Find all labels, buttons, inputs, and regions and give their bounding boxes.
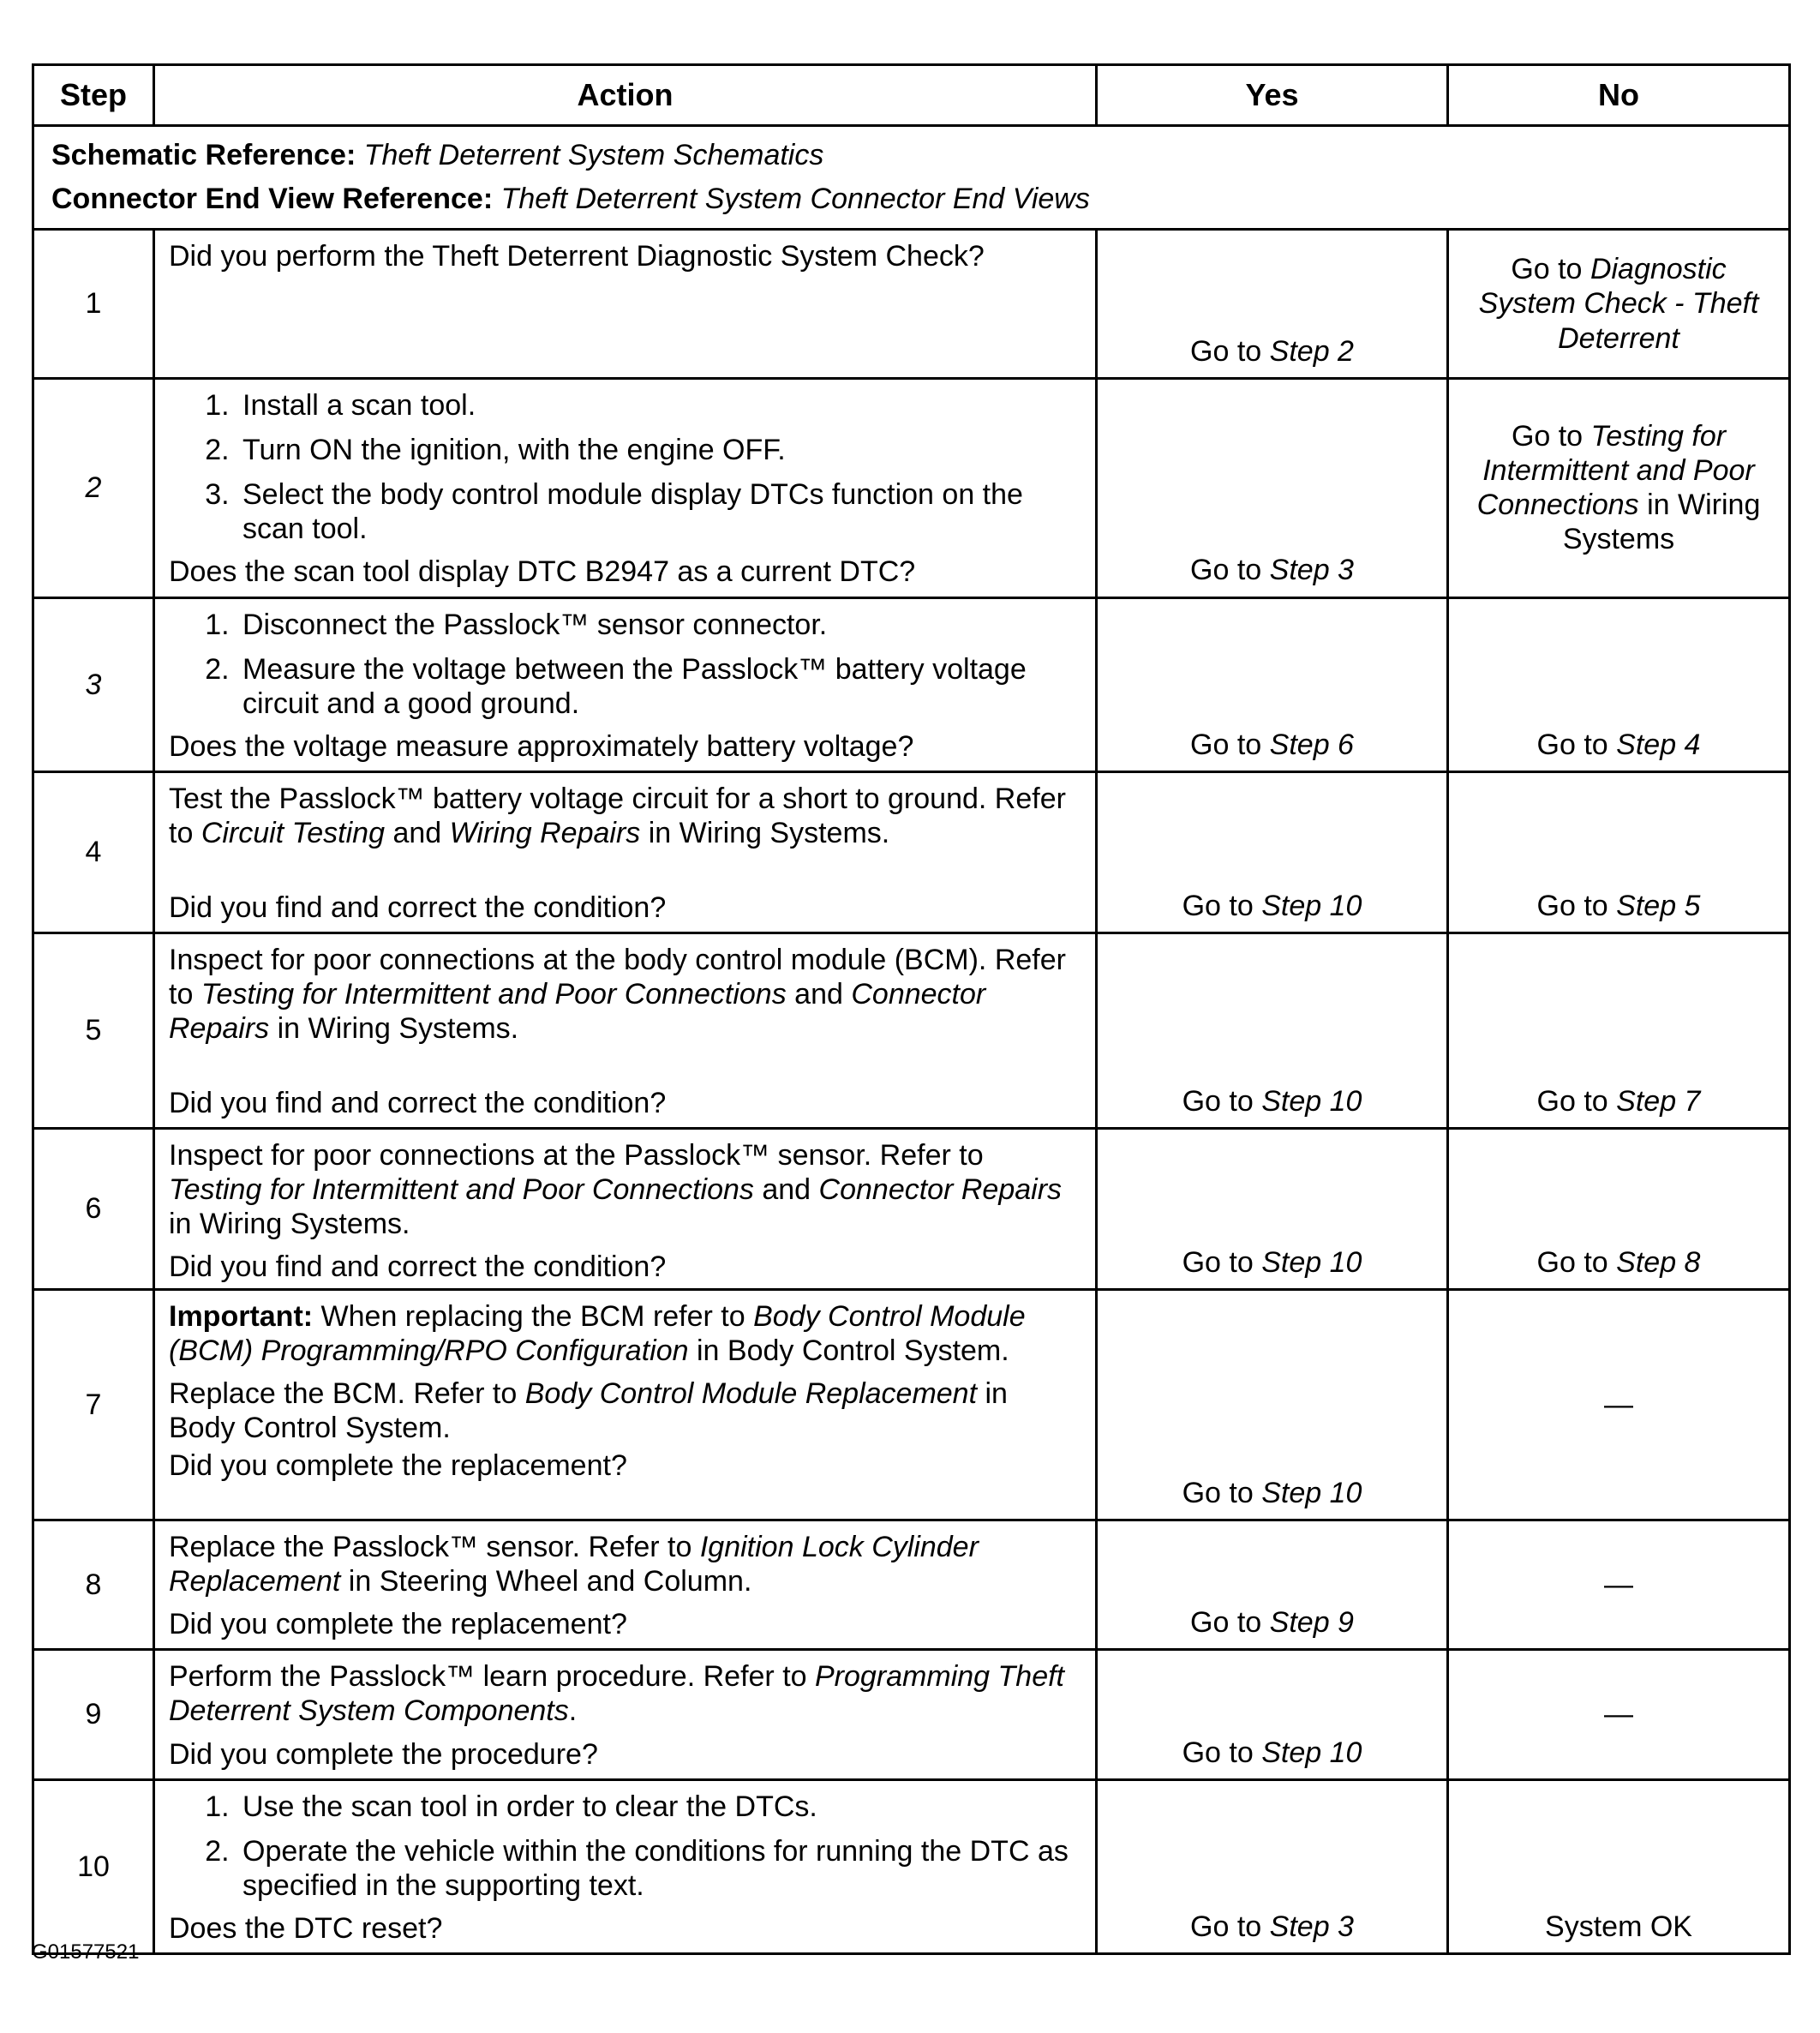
yes-prefix: Go to xyxy=(1182,1476,1254,1509)
yes-prefix: Go to xyxy=(1190,728,1262,761)
header-action: Action xyxy=(154,65,1097,126)
header-yes: Yes xyxy=(1097,65,1448,126)
no-cell xyxy=(1448,1289,1790,1520)
table-row xyxy=(33,1289,1790,1520)
action-ref-link[interactable]: Testing for Intermittent and Poor Connections xyxy=(169,1173,754,1207)
table-row xyxy=(33,771,1790,933)
header-step: Step xyxy=(33,65,154,126)
no-prefix: Go to xyxy=(1511,420,1584,453)
reference-row xyxy=(33,126,1790,230)
schematic-reference-link[interactable]: Theft Deterrent System Schematics xyxy=(363,139,824,171)
no-cell xyxy=(1448,771,1790,933)
step-number: 8 xyxy=(33,1520,154,1649)
action-question: Did you find and correct the condition? xyxy=(169,891,667,924)
no-cell xyxy=(1448,230,1790,379)
step-number: 9 xyxy=(33,1650,154,1779)
schematic-reference xyxy=(51,134,1771,177)
step-number: 4 xyxy=(33,771,154,933)
yes-cell xyxy=(1097,1779,1448,1953)
table-row xyxy=(33,379,1790,598)
action-ref-link[interactable]: Programming Theft Deterrent System Components xyxy=(169,1660,1064,1728)
yes-link[interactable]: Step 10 xyxy=(1261,889,1362,922)
yes-prefix: Go to xyxy=(1182,1245,1254,1279)
yes-link[interactable]: Step 10 xyxy=(1261,1084,1362,1118)
no-action-dash: — xyxy=(1604,1698,1633,1731)
action-text-part: Inspect for poor connections at the body control module (BCM). Refer to xyxy=(169,943,1066,1011)
yes-prefix: Go to xyxy=(1182,1736,1254,1769)
yes-cell xyxy=(1097,1520,1448,1649)
no-prefix: Go to xyxy=(1511,253,1583,286)
no-link[interactable]: Testing for Intermittent and Poor Connections xyxy=(1476,420,1755,522)
action-question: Does the scan tool display DTC B2947 as a current DTC? xyxy=(169,555,916,589)
yes-prefix: Go to xyxy=(1182,1084,1254,1118)
action-question: Does the voltage measure approximately battery voltage? xyxy=(169,729,914,763)
action-text xyxy=(169,1659,1081,1728)
table-row xyxy=(33,1128,1790,1289)
action-text-part: . xyxy=(568,1694,578,1728)
action-question: Did you find and correct the condition? xyxy=(169,1250,667,1284)
action-text-part: Inspect for poor connections at the Passlock™ sensor. Refer to xyxy=(169,1138,984,1172)
connector-reference-label: Connector End View Reference: xyxy=(51,183,494,215)
yes-link[interactable]: Step 9 xyxy=(1269,1606,1354,1640)
no-prefix: Go to xyxy=(1536,1245,1608,1279)
action-content xyxy=(169,1138,1081,1284)
yes-link[interactable]: Step 10 xyxy=(1261,1736,1362,1769)
yes-cell xyxy=(1097,771,1448,933)
step-number: 1 xyxy=(33,230,154,379)
no-cell xyxy=(1448,597,1790,771)
yes-link[interactable]: Step 2 xyxy=(1269,334,1354,368)
action-text-part: Replace the BCM. Refer to xyxy=(169,1377,518,1411)
step-number: 5 xyxy=(33,933,154,1128)
figure-id: G01577521 xyxy=(32,1940,140,1964)
table-header-row xyxy=(33,65,1790,126)
action-text xyxy=(169,943,1081,1046)
no-cell xyxy=(1448,1650,1790,1779)
action-ref-link[interactable]: Testing for Intermittent and Poor Connections xyxy=(201,978,787,1011)
no-suffix: in Wiring Systems xyxy=(1562,489,1761,556)
no-prefix: Go to xyxy=(1536,1084,1608,1118)
yes-link[interactable]: Step 3 xyxy=(1269,554,1354,587)
action-steps xyxy=(169,388,1081,546)
yes-cell xyxy=(1097,1289,1448,1520)
yes-link[interactable]: Step 3 xyxy=(1269,1910,1354,1943)
action-ref-link[interactable]: Connector Repairs xyxy=(818,1173,1063,1207)
action-step: 2. Measure the voltage between the Passlock™ battery voltage circuit and a good ground. xyxy=(237,652,1081,721)
action-ref-link[interactable]: Circuit Testing xyxy=(201,817,385,850)
action-text-part: and xyxy=(794,978,843,1011)
action-text xyxy=(169,1376,1081,1445)
action-ref-link[interactable]: Body Control Module Replacement xyxy=(524,1377,978,1411)
action-step: 1. Install a scan tool. xyxy=(237,388,1081,423)
no-link[interactable]: Diagnostic System Check - Theft Deterrent xyxy=(1478,253,1759,355)
yes-cell xyxy=(1097,1128,1448,1289)
action-text-part: in Steering Wheel and Column. xyxy=(348,1565,752,1598)
action-text xyxy=(169,782,1081,850)
action-cell xyxy=(154,230,1097,379)
no-prefix: Go to xyxy=(1536,728,1608,761)
no-link[interactable]: Step 4 xyxy=(1616,728,1701,761)
important-label: Important: xyxy=(169,1299,314,1333)
yes-prefix: Go to xyxy=(1182,889,1254,922)
action-text-part: in Body Control System. xyxy=(169,1377,1008,1445)
action-step: 1. Disconnect the Passlock™ sensor connector. xyxy=(237,608,1081,642)
action-ref-link[interactable]: Body Control Module (BCM) Programming/RPO Configuration xyxy=(169,1299,1026,1368)
action-step: 2. Operate the vehicle within the conditions for running the DTC as specified in the supporting text. xyxy=(237,1834,1081,1903)
yes-link[interactable]: Step 10 xyxy=(1261,1476,1362,1509)
step-number: 3 xyxy=(33,597,154,771)
action-text-part: and xyxy=(392,817,442,850)
action-question: Did you find and correct the condition? xyxy=(169,1086,667,1119)
action-cell xyxy=(154,933,1097,1128)
diagnostic-table xyxy=(32,63,1791,1955)
action-cell xyxy=(154,379,1097,598)
action-text-part: Perform the Passlock™ learn procedure. Refer to xyxy=(169,1660,807,1694)
reference-cell xyxy=(33,126,1790,230)
no-cell xyxy=(1448,933,1790,1128)
action-cell xyxy=(154,1289,1097,1520)
action-content xyxy=(169,943,1081,1120)
no-prefix: Go to xyxy=(1536,889,1608,922)
schematic-reference-label: Schematic Reference: xyxy=(51,139,356,171)
no-cell xyxy=(1448,1520,1790,1649)
connector-reference-link[interactable]: Theft Deterrent System Connector End Views xyxy=(500,183,1090,215)
action-ref-link[interactable]: Ignition Lock Cylinder Replacement xyxy=(169,1530,979,1598)
action-text-part: and xyxy=(762,1173,811,1207)
action-text-part: in Wiring Systems. xyxy=(169,1208,410,1241)
yes-cell xyxy=(1097,933,1448,1128)
action-question: Did you perform the Theft Deterrent Diagnostic System Check? xyxy=(169,240,985,273)
action-cell xyxy=(154,1128,1097,1289)
action-question: Did you complete the replacement? xyxy=(169,1449,627,1483)
no-action-dash: — xyxy=(1604,1568,1633,1602)
yes-link[interactable]: Step 10 xyxy=(1261,1245,1362,1279)
yes-cell xyxy=(1097,1650,1448,1779)
action-step: 2. Turn ON the ignition, with the engine OFF. xyxy=(237,433,1081,467)
step-number: 2 xyxy=(33,379,154,598)
yes-prefix: Go to xyxy=(1190,1910,1262,1943)
no-link[interactable]: Step 5 xyxy=(1616,889,1701,922)
action-text-part: in Wiring Systems. xyxy=(277,1012,519,1046)
no-cell xyxy=(1448,379,1790,598)
action-cell xyxy=(154,1520,1097,1649)
action-steps xyxy=(169,608,1081,721)
system-ok-text: System OK xyxy=(1545,1910,1692,1943)
no-link[interactable]: Step 8 xyxy=(1616,1245,1701,1279)
action-question: Did you complete the replacement? xyxy=(169,1608,627,1641)
action-cell xyxy=(154,1650,1097,1779)
action-cell xyxy=(154,597,1097,771)
no-link[interactable]: Step 7 xyxy=(1616,1084,1701,1118)
table-row xyxy=(33,230,1790,379)
action-question: Did you complete the procedure? xyxy=(169,1737,598,1771)
important-text: When replacing the BCM refer to xyxy=(320,1299,745,1333)
step-number: 10 xyxy=(33,1779,154,1953)
yes-prefix: Go to xyxy=(1190,334,1262,368)
yes-cell xyxy=(1097,597,1448,771)
header-no: No xyxy=(1448,65,1790,126)
step-number: 7 xyxy=(33,1289,154,1520)
no-action-dash: — xyxy=(1604,1388,1633,1421)
action-cell xyxy=(154,1779,1097,1953)
table-row xyxy=(33,1779,1790,1953)
action-text-part: in Wiring Systems. xyxy=(648,817,890,850)
yes-prefix: Go to xyxy=(1190,1606,1262,1640)
important-suffix: in Body Control System. xyxy=(696,1334,1009,1368)
action-cell xyxy=(154,771,1097,933)
action-text-part: Test the Passlock™ battery voltage circuit for a short to ground. Refer to xyxy=(169,782,1066,850)
action-ref-link[interactable]: Wiring Repairs xyxy=(449,817,641,850)
action-content xyxy=(169,782,1081,925)
yes-link[interactable]: Step 6 xyxy=(1269,728,1354,761)
table-row xyxy=(33,933,1790,1128)
yes-prefix: Go to xyxy=(1190,554,1262,587)
action-ref-link[interactable]: Connector Repairs xyxy=(169,978,986,1046)
table-row xyxy=(33,1520,1790,1649)
action-step: 3. Select the body control module display DTCs function on the scan tool. xyxy=(237,477,1081,546)
action-text xyxy=(169,1530,1081,1598)
action-step: 1. Use the scan tool in order to clear the DTCs. xyxy=(237,1790,1081,1824)
connector-reference xyxy=(51,177,1771,221)
table-row xyxy=(33,1650,1790,1779)
action-text-part: Replace the Passlock™ sensor. Refer to xyxy=(169,1530,692,1563)
action-text xyxy=(169,1138,1081,1241)
step-number: 6 xyxy=(33,1128,154,1289)
table-row xyxy=(33,597,1790,771)
action-question: Does the DTC reset? xyxy=(169,1911,443,1945)
yes-cell xyxy=(1097,379,1448,598)
no-cell xyxy=(1448,1779,1790,1953)
no-cell xyxy=(1448,1128,1790,1289)
important-note xyxy=(169,1299,1081,1368)
yes-cell xyxy=(1097,230,1448,379)
action-steps xyxy=(169,1790,1081,1903)
